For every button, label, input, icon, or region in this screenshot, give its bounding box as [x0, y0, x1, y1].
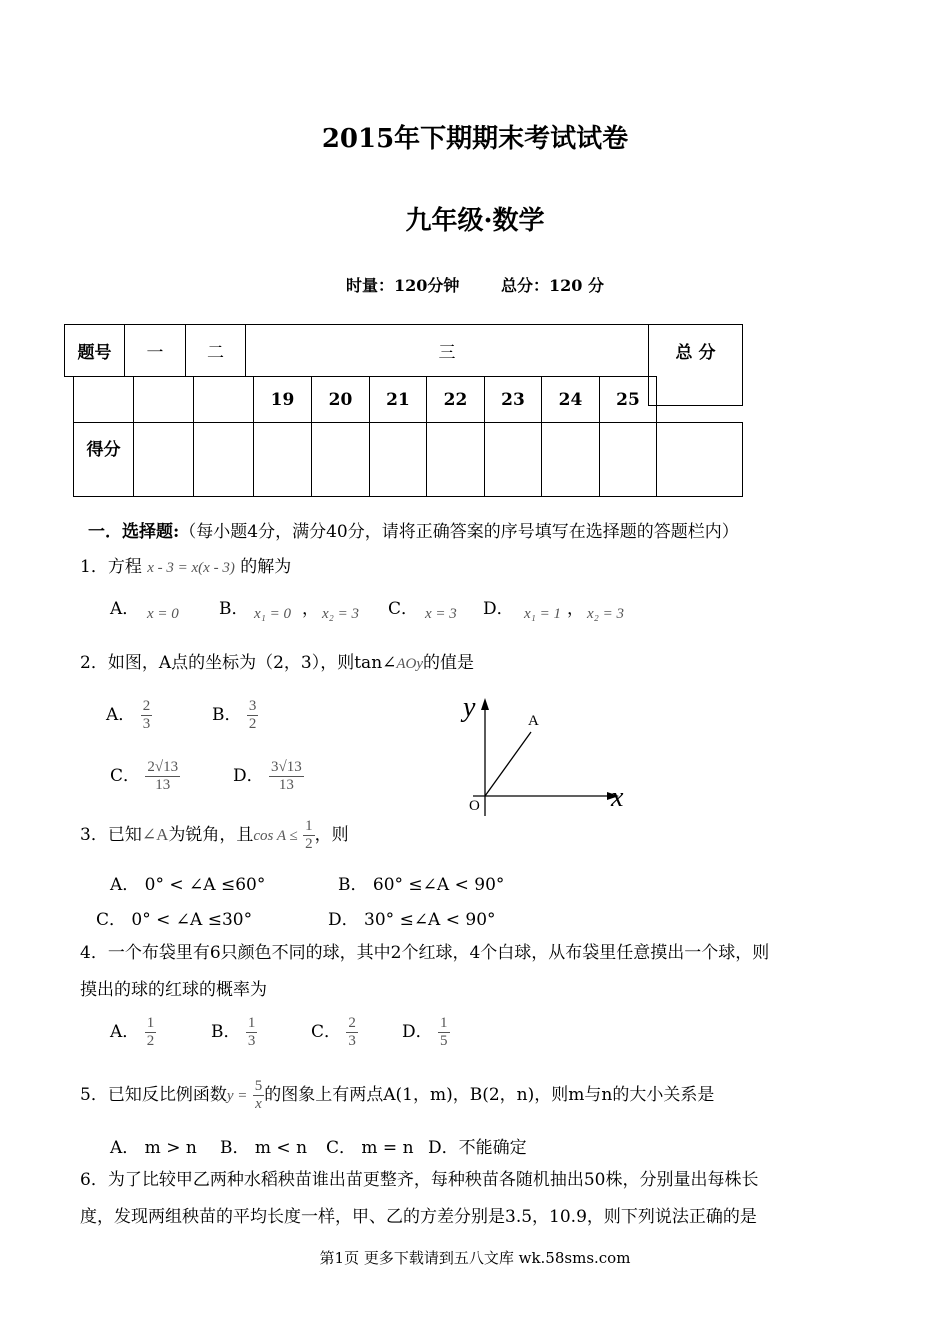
q1-option-b-sep: ， [302, 599, 319, 619]
q1-option-d-sep: ， [567, 599, 584, 619]
question-4-line2: 摸出的球的红球的概率为 [80, 980, 267, 1000]
q4-a-label: A． [110, 1022, 140, 1042]
q5-prefix: 5．已知反比例函数 [80, 1085, 227, 1105]
time-limit: 时量：120分钟 [346, 276, 460, 295]
section-instruction: （每小题4分，满分40分，请将正确答案的序号填写在选择题的答题栏内） [179, 522, 739, 542]
total-score: 总分：120 分 [501, 276, 604, 295]
q4-option-c [311, 1015, 358, 1050]
cell-er: 二 [185, 324, 246, 377]
q2-c-fraction [145, 759, 180, 794]
page-footer: 第1页 更多下载请到五八文库 wk.58sms.com [319, 1249, 631, 1267]
section-title: 一．选择题: [88, 522, 180, 542]
q4-option-a [110, 1015, 156, 1050]
q5-option-c: C． m = n [326, 1138, 414, 1158]
q1-option-b-expr1: x₁ = 0 [254, 606, 291, 622]
cell-blank-3 [193, 376, 254, 423]
q2-d-den: 13 [278, 777, 294, 793]
q1-option-c [388, 594, 418, 619]
q3-cos-expr: cos A ≤ [253, 828, 298, 844]
score-input-19 [253, 422, 312, 497]
q2-a-num: 2 [142, 698, 151, 714]
q2-d-label: D． [233, 766, 264, 786]
q4-d-den: 5 [440, 1033, 448, 1049]
q2-a-den: 3 [142, 716, 151, 732]
q5-den: x [255, 1096, 262, 1112]
score-input-24 [541, 422, 600, 497]
q1-a-label: A． [110, 599, 140, 619]
question-3 [80, 818, 349, 853]
q2-suffix: 的值是 [423, 653, 475, 673]
q2-c-label: C． [110, 766, 141, 786]
score-input-er [193, 422, 254, 497]
q4-b-den: 3 [247, 1033, 256, 1049]
label-y: y [463, 692, 476, 723]
q2-angle: AOy [396, 656, 424, 672]
question-4-line1: 4．一个布袋里有6只颜色不同的球，其中2个红球，4个白球，从布袋里任意摸出一个球，则 [80, 943, 770, 963]
cell-yi: 一 [124, 324, 186, 377]
cell-zongfen: 总 分 [648, 324, 743, 406]
q5-num: 5 [254, 1078, 263, 1094]
q2-coordinate-figure [455, 688, 645, 818]
q1-option-d-expr2: x₂ = 3 [587, 606, 624, 622]
q1-equation: x - 3 = x(x - 3) [147, 560, 235, 576]
y-axis-arrow [481, 698, 489, 710]
q2-d-fraction [269, 759, 304, 794]
q3-den: 2 [305, 836, 313, 852]
q2-prefix: 2．如图，A点的坐标为（2，3），则tan∠ [80, 653, 397, 673]
q1-option-a-expr: x = 0 [147, 606, 179, 622]
q1-suffix: 的解为 [240, 557, 292, 577]
q5-option-a: A． m > n [110, 1138, 197, 1158]
q4-option-d [402, 1015, 450, 1050]
question-1 [80, 555, 291, 580]
question-6-line2: 度，发现两组秧苗的平均长度一样，甲、乙的方差分别是3.5，10.9，则下列说法正确的是 [80, 1207, 757, 1227]
q4-c-num: 2 [348, 1015, 356, 1031]
section-heading [88, 520, 739, 544]
q5-option-d: D．不能确定 [428, 1138, 527, 1158]
score-input-22 [426, 422, 485, 497]
q4-c-label: C． [311, 1022, 342, 1042]
score-input-yi [133, 422, 194, 497]
q2-c-den: 13 [155, 777, 171, 793]
q1-prefix: 1．方程 [80, 557, 142, 577]
cell-blank-1 [73, 376, 134, 423]
q3-mid: 为锐角，且 [168, 825, 254, 845]
q4-b-fraction [246, 1015, 258, 1050]
q2-option-b [212, 698, 258, 733]
score-input-total [656, 422, 743, 497]
q5-option-b: B． m < n [220, 1138, 308, 1158]
cell-num-22: 22 [426, 376, 485, 423]
cell-num-20: 20 [311, 376, 370, 423]
score-input-21 [369, 422, 427, 497]
question-5 [80, 1078, 714, 1113]
cell-num-24: 24 [541, 376, 600, 423]
score-input-25 [599, 422, 657, 497]
q2-c-num: 2√13 [147, 759, 179, 775]
score-input-23 [484, 422, 542, 497]
question-6-line1: 6．为了比较甲乙两种水稻秧苗谁出苗更整齐，每种秧苗各随机抽出50株，分别量出每株长 [80, 1170, 759, 1190]
exam-title: 2015年下期期末考试试卷 [321, 124, 629, 154]
q1-option-a [110, 594, 139, 619]
q1-option-b [219, 594, 249, 619]
q1-option-b-expr2: x₂ = 3 [322, 606, 359, 622]
q3-num: 1 [305, 818, 313, 834]
q2-b-label: B． [212, 705, 242, 725]
exam-subtitle: 九年级·数学 [405, 206, 545, 236]
label-x: x [611, 782, 624, 813]
cell-num-25: 25 [599, 376, 657, 423]
cell-blank-2 [133, 376, 194, 423]
q4-a-den: 2 [146, 1033, 155, 1049]
q2-option-d [233, 759, 304, 794]
q2-b-den: 2 [248, 716, 257, 732]
label-a: A [528, 713, 539, 729]
q2-b-fraction [247, 698, 259, 733]
q4-c-fraction [346, 1015, 358, 1050]
q4-b-label: B． [211, 1022, 241, 1042]
cell-num-21: 21 [369, 376, 427, 423]
q2-b-num: 3 [248, 698, 257, 714]
q1-option-d [483, 594, 514, 619]
q4-b-num: 1 [247, 1015, 256, 1031]
q4-d-label: D． [402, 1022, 433, 1042]
q4-c-den: 3 [348, 1033, 356, 1049]
q3-option-b: B． 60° ≤∠A < 90° [338, 875, 505, 895]
cell-defen: 得分 [73, 422, 134, 497]
q2-option-c [110, 759, 180, 794]
q2-d-num: 3√13 [271, 759, 302, 775]
q3-option-d: D． 30° ≤∠A < 90° [328, 910, 496, 930]
cell-san: 三 [245, 324, 649, 377]
exam-time-info [0, 273, 950, 296]
q3-fraction [303, 818, 315, 853]
cell-num-23: 23 [484, 376, 542, 423]
q3-prefix: 3．已知 [80, 825, 142, 845]
ray-oa [485, 732, 531, 796]
q1-option-c-expr: x = 3 [425, 606, 457, 622]
label-o: O [469, 798, 480, 814]
cell-num-19: 19 [253, 376, 312, 423]
q3-suffix: ，则 [314, 825, 349, 845]
score-input-20 [311, 422, 370, 497]
q4-a-fraction [145, 1015, 157, 1050]
q4-d-fraction [438, 1015, 450, 1050]
q4-option-b [211, 1015, 257, 1050]
q5-func-lhs: y = [226, 1088, 248, 1104]
q3-angle: ∠A [141, 825, 169, 844]
q1-d-label: D． [483, 599, 514, 619]
cell-tihao: 题号 [64, 324, 125, 377]
q2-a-fraction [141, 698, 153, 733]
q4-d-num: 1 [440, 1015, 448, 1031]
q2-a-label: A． [106, 705, 136, 725]
question-2 [80, 651, 474, 676]
q3-option-a: A． 0° < ∠A ≤60° [110, 875, 266, 895]
q2-option-a [106, 698, 152, 733]
q3-option-c: C． 0° < ∠A ≤30° [96, 910, 253, 930]
q1-option-d-expr1: x₁ = 1 [524, 606, 561, 622]
q5-mid: 的图象上有两点A(1，m)，B(2，n)，则m与n的大小关系是 [264, 1085, 715, 1105]
q4-a-num: 1 [146, 1015, 155, 1031]
q1-b-label: B． [219, 599, 249, 619]
q1-c-label: C． [388, 599, 419, 619]
q5-fraction [253, 1078, 265, 1113]
